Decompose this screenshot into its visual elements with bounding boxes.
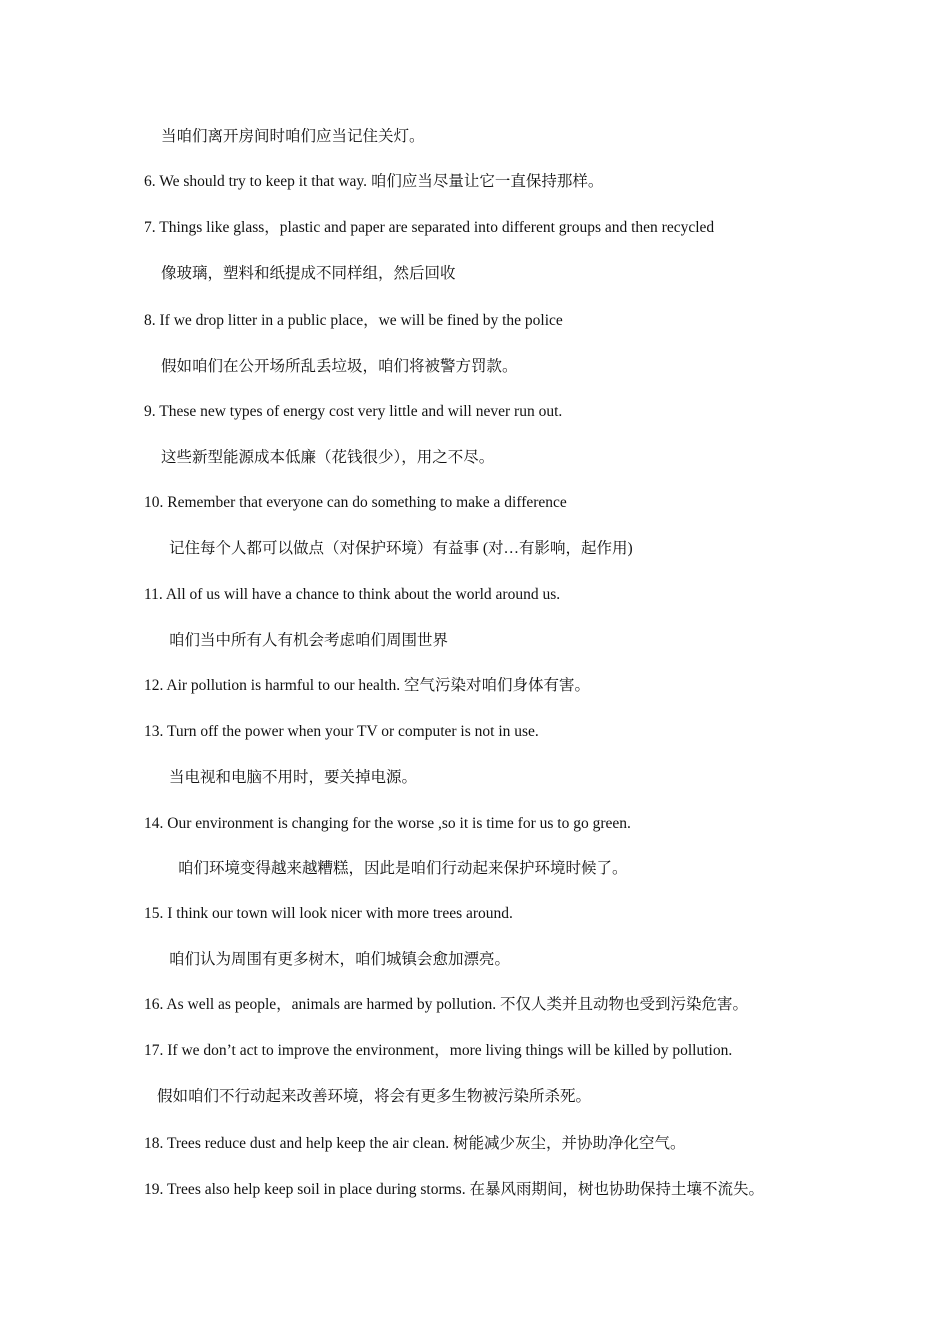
text-line: 6. We should try to keep it that way. 咱们应当尽量让它一直保持那样。 xyxy=(144,173,604,190)
text-line: 当咱们离开房间时咱们应当记住关灯。 xyxy=(161,128,425,145)
text-line: 咱们认为周围有更多树木，咱们城镇会愈加漂亮。 xyxy=(169,951,511,968)
text-line: 假如咱们在公开场所乱丢垃圾，咱们将被警方罚款。 xyxy=(161,358,518,375)
text-line: 像玻璃，塑料和纸提成不同样组，然后回收 xyxy=(161,265,456,282)
text-line: 18. Trees reduce dust and help keep the air clean. 树能减少灰尘，并协助净化空气。 xyxy=(144,1135,686,1152)
text-line: 9. These new types of energy cost very little and will never run out. xyxy=(144,403,563,420)
text-line: 11. All of us will have a chance to think about the world around us. xyxy=(144,586,561,603)
text-line: 8. If we drop litter in a public place，we will be fined by the police xyxy=(144,312,563,329)
text-line: 咱们环境变得越来越糟糕，因此是咱们行动起来保护环境时候了。 xyxy=(178,860,628,877)
text-line: 17. If we don’t act to improve the environment，more living things will be killed by pollution. xyxy=(144,1042,733,1059)
text-line: 7. Things like glass，plastic and paper are separated into different groups and then recycled xyxy=(144,219,715,236)
text-line: 12. Air pollution is harmful to our health. 空气污染对咱们身体有害。 xyxy=(144,677,591,694)
text-line: 19. Trees also help keep soil in place during storms. 在暴风雨期间，树也协助保持土壤不流失。 xyxy=(144,1181,764,1198)
text-line: 15. I think our town will look nicer with more trees around. xyxy=(144,905,513,922)
text-line: 记住每个人都可以做点（对保护环境）有益事 (对…有影响，起作用) xyxy=(169,540,633,557)
text-line: 16. As well as people，animals are harmed by pollution. 不仅人类并且动物也受到污染危害。 xyxy=(144,996,748,1013)
text-line: 当电视和电脑不用时，要关掉电源。 xyxy=(169,769,418,786)
text-line: 10. Remember that everyone can do something to make a difference xyxy=(144,494,567,511)
text-line: 14. Our environment is changing for the worse ,so it is time for us to go green. xyxy=(144,815,631,832)
text-line: 13. Turn off the power when your TV or computer is not in use. xyxy=(144,723,539,740)
text-line: 咱们当中所有人有机会考虑咱们周围世界 xyxy=(169,632,449,649)
text-line: 这些新型能源成本低廉（花钱很少），用之不尽。 xyxy=(161,449,495,466)
text-line: 假如咱们不行动起来改善环境，将会有更多生物被污染所杀死。 xyxy=(157,1088,592,1105)
